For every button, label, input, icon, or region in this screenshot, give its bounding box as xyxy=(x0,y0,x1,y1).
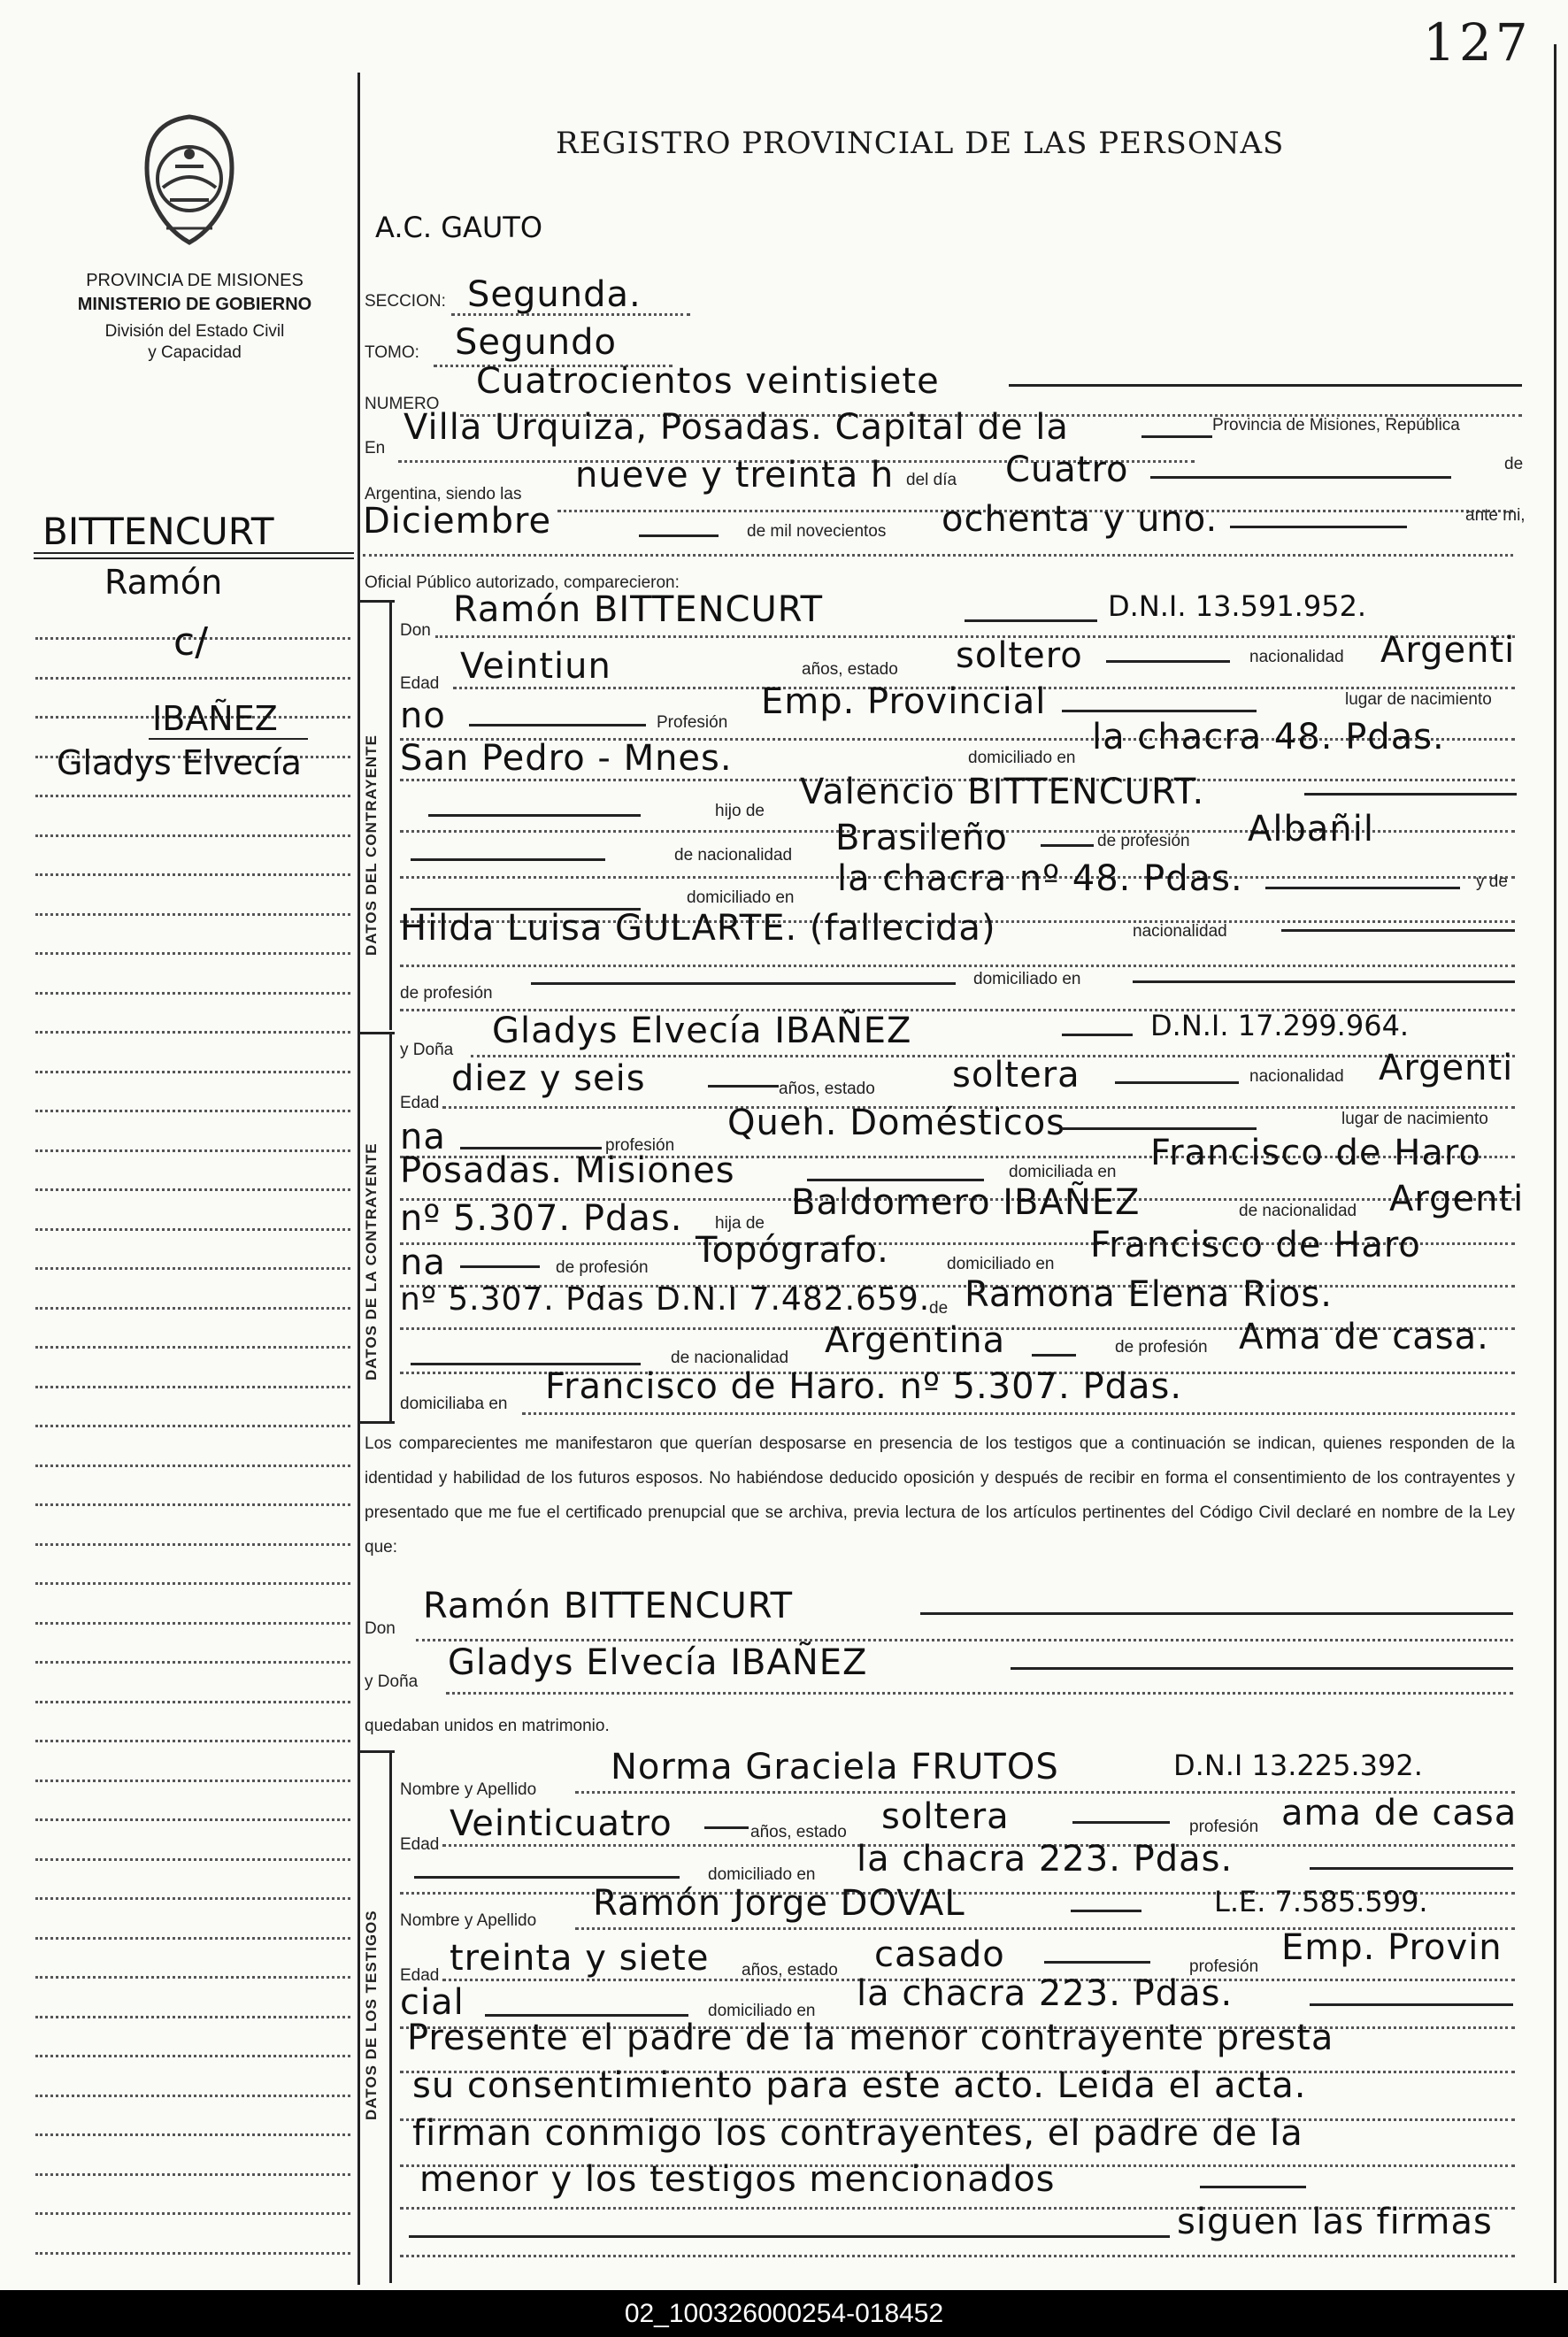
witness1-dni: D.N.I 13.225.392. xyxy=(1173,1749,1423,1782)
label-numero: NUMERO xyxy=(365,395,440,413)
section-rule-contrayente xyxy=(389,602,392,1030)
note-line-5: siguen las firmas xyxy=(1177,2202,1493,2242)
groom-lugar-nac: San Pedro - Mnes. xyxy=(400,738,733,779)
letterhead xyxy=(35,271,354,363)
fill-line xyxy=(639,534,719,537)
value-anio: ochenta y uno. xyxy=(942,499,1218,540)
page-title: REGISTRO PROVINCIAL DE LAS PERSONAS xyxy=(556,126,1285,161)
margin-given-bride: Gladys Elvecía xyxy=(57,743,302,782)
dotted-line xyxy=(522,1412,1515,1415)
margin-dotted-line xyxy=(35,992,350,995)
margin-surname-groom: BITTENCURT xyxy=(42,510,274,553)
margin-dotted-line xyxy=(35,1307,350,1310)
fill-line xyxy=(965,619,1097,622)
label-domiciliado-en-w2: domiciliado en xyxy=(708,2002,816,2020)
label-en: En xyxy=(365,439,386,457)
groom-padre-prof: Albañil xyxy=(1248,809,1374,849)
fill-line xyxy=(409,2235,1170,2238)
label-profesion-w2: profesión xyxy=(1189,1957,1259,1976)
label-nombre-apellido-1: Nombre y Apellido xyxy=(400,1780,537,1799)
margin-dotted-line xyxy=(35,1661,350,1664)
value-hora: nueve y treinta h xyxy=(575,455,895,496)
value-mes: Diciembre xyxy=(363,501,552,542)
witness1-estado: soltera xyxy=(881,1796,1010,1837)
footer-id: 02_100326000254-018452 xyxy=(624,2299,944,2328)
fill-line xyxy=(411,1363,641,1365)
groom-dni: D.N.I. 13.591.952. xyxy=(1108,589,1367,623)
bride-padre: Baldomero IBAÑEZ xyxy=(791,1182,1141,1223)
margin-dotted-line xyxy=(35,1149,350,1152)
fill-line xyxy=(428,814,641,817)
margin-dotted-line xyxy=(35,1622,350,1625)
margin-dotted-line xyxy=(35,1976,350,1979)
margin-dotted-line xyxy=(35,1346,350,1349)
label-y-dona-decl: y Doña xyxy=(365,1672,419,1691)
fill-line xyxy=(1071,1910,1141,1912)
label-seccion: SECCION: xyxy=(365,292,446,311)
groom-padre-nac: Brasileño xyxy=(835,818,1008,858)
declared-don: Ramón BITTENCURT xyxy=(423,1586,794,1626)
label-de-profesion-madre: de profesión xyxy=(400,984,493,1003)
letterhead-province: PROVINCIA DE MISIONES xyxy=(86,271,304,290)
side-label-contrayente: DATOS DEL CONTRAYENTE xyxy=(363,734,380,956)
groom-nacionalidad: Argenti xyxy=(1380,630,1516,671)
witness2-estado: casado xyxy=(874,1934,1005,1975)
label-lugar-nac: lugar de nacimiento xyxy=(1345,690,1492,709)
fill-line xyxy=(920,1612,1513,1615)
fill-line xyxy=(1062,710,1257,712)
dotted-line xyxy=(363,554,1513,557)
side-label-testigos: DATOS DE LOS TESTIGOS xyxy=(363,1910,380,2120)
fill-line xyxy=(1265,887,1460,889)
bride-madre: Ramona Elena Rios. xyxy=(965,1274,1333,1315)
bride-dni: D.N.I. 17.299.964. xyxy=(1150,1009,1410,1042)
margin-dotted-line xyxy=(35,2212,350,2215)
margin-dotted-line xyxy=(35,1464,350,1467)
fill-line xyxy=(1032,1354,1076,1357)
groom-edad: Veintiun xyxy=(460,646,611,687)
margin-dotted-line xyxy=(35,1228,350,1231)
label-de-madre: de xyxy=(929,1299,949,1318)
label-lugar-nac-bride: lugar de nacimiento xyxy=(1341,1110,1488,1128)
margin-connector: c/ xyxy=(173,619,209,665)
margin-dotted-line xyxy=(35,2055,350,2057)
main-vertical-rule xyxy=(357,73,360,2285)
witness2-profesion-cont: cial xyxy=(400,1982,465,2023)
fill-line xyxy=(1062,1034,1133,1036)
margin-dotted-line xyxy=(35,952,350,955)
letterhead-division: División del Estado Civil xyxy=(104,322,285,341)
groom-padre-dom: la chacra nº 48. Pdas. xyxy=(837,858,1243,899)
margin-dotted-line xyxy=(35,1110,350,1112)
margin-dotted-line xyxy=(35,1858,350,1861)
witness2-profesion: Emp. Provin xyxy=(1281,1927,1503,1968)
label-argentina-siendo: Argentina, siendo las xyxy=(365,485,522,504)
fill-line xyxy=(1106,660,1230,663)
bride-nacionalidad: Argenti xyxy=(1379,1048,1514,1088)
dotted-line xyxy=(451,313,690,316)
margin-dotted-line xyxy=(35,1897,350,1900)
label-edad-w2: Edad xyxy=(400,1966,440,1985)
fill-line xyxy=(1200,2186,1306,2188)
bride-name: Gladys Elvecía IBAÑEZ xyxy=(492,1011,912,1051)
margin-dotted-line xyxy=(35,1071,350,1073)
label-de-profesion-bride: de profesión xyxy=(556,1258,649,1277)
value-dia: Cuatro xyxy=(1005,450,1129,490)
margin-dotted-line xyxy=(35,1425,350,1427)
note-line-3: firman conmigo los contrayentes, el padre de la xyxy=(412,2113,1303,2154)
bride-estado: soltera xyxy=(952,1055,1080,1095)
fill-line xyxy=(1310,1867,1513,1870)
label-domiciliado-en-2: domiciliado en xyxy=(687,888,795,907)
label-profesion-bride: profesión xyxy=(605,1136,675,1155)
label-domiciliado-en: domiciliado en xyxy=(968,749,1076,767)
dotted-line xyxy=(400,2255,1515,2257)
witness1-edad: Veinticuatro xyxy=(450,1803,673,1844)
margin-dotted-line xyxy=(35,1740,350,1742)
fill-line xyxy=(708,1085,779,1088)
margin-dotted-line xyxy=(35,873,350,876)
witness2-name: Ramón Jorge DOVAL xyxy=(593,1883,965,1924)
label-provincia: Provincia de Misiones, República xyxy=(1212,416,1460,434)
fill-line xyxy=(1304,793,1517,796)
label-nombre-apellido-2: Nombre y Apellido xyxy=(400,1911,537,1930)
fill-line xyxy=(1115,1081,1239,1084)
margin-dotted-line xyxy=(35,2173,350,2176)
side-label-contrayenta: DATOS DE LA CONTRAYENTE xyxy=(363,1142,380,1380)
label-don-decl: Don xyxy=(365,1619,396,1638)
fill-line xyxy=(531,982,956,985)
bride-madre-prof: Ama de casa. xyxy=(1239,1317,1489,1357)
fill-line xyxy=(414,1876,680,1879)
label-y-de: y de xyxy=(1476,873,1508,891)
label-anos-estado-bride: años, estado xyxy=(779,1080,875,1098)
label-nacionalidad-bride: nacionalidad xyxy=(1249,1067,1344,1086)
witness2-domicilio: la chacra 223. Pdas. xyxy=(857,1973,1234,2014)
label-y-dona: y Doña xyxy=(400,1041,454,1059)
label-edad-w1: Edad xyxy=(400,1835,440,1854)
bride-padre-prof: Topógrafo. xyxy=(696,1230,889,1271)
bride-domicilio-cont: nº 5.307. Pdas. xyxy=(400,1198,683,1239)
label-hijo-de: hijo de xyxy=(715,802,765,820)
section-bracket xyxy=(359,1421,395,1424)
groom-profesion: Emp. Provincial xyxy=(761,681,1047,722)
label-anos-estado: años, estado xyxy=(802,660,898,679)
fill-line xyxy=(485,2014,688,2017)
label-domiciliado-en-w1: domiciliado en xyxy=(708,1865,816,1884)
label-domiciliaba-en: domiciliaba en xyxy=(400,1395,508,1413)
groom-padre: Valencio BITTENCURT. xyxy=(800,772,1205,812)
label-domiciliado-en-madre: domiciliado en xyxy=(973,970,1081,988)
footer-bar xyxy=(0,2290,1568,2337)
fill-line xyxy=(1310,2003,1513,2006)
section-rule-testigos xyxy=(389,1752,392,2283)
legal-paragraph: Los comparecientes me manifestaron que querían desposarse en presencia de los testigos que a continuación se indican, quienes responden de la identidad y habilidad de los futuros esposos. No habiéndose deducido oposición y después de recibir en forma el consentimiento de los contrayentes y presentado que me fue el certificado prenupcial que se archiva, previa lectura de los artículos pertinentes del Código Civil declaré en nombre de la Ley que: xyxy=(365,1434,1515,1557)
margin-dotted-line xyxy=(35,834,350,837)
witness1-profesion: ama de casa xyxy=(1281,1793,1518,1833)
section-rule-contrayenta xyxy=(389,1034,392,1423)
label-edad: Edad xyxy=(400,674,440,693)
fill-line xyxy=(1141,435,1212,438)
label-domiciliada-en: domiciliada en xyxy=(1009,1163,1117,1181)
note-line-2: su consentimiento para este acto. Leida el acta. xyxy=(412,2065,1307,2106)
margin-underline xyxy=(34,557,354,559)
label-domiciliado-en-bride: domiciliado en xyxy=(947,1255,1055,1273)
officer-initials: A.C. GAUTO xyxy=(375,211,543,244)
letterhead-capacity: y Capacidad xyxy=(148,343,242,362)
fill-line xyxy=(460,1265,540,1268)
declared-dona: Gladys Elvecía IBAÑEZ xyxy=(448,1642,868,1683)
groom-estado: soltero xyxy=(956,635,1083,676)
margin-dotted-line xyxy=(35,1701,350,1703)
label-de-nacionalidad: de nacionalidad xyxy=(674,846,793,865)
witness1-domicilio: la chacra 223. Pdas. xyxy=(857,1839,1234,1880)
label-quedaban: quedaban unidos en matrimonio. xyxy=(365,1717,610,1735)
fill-line xyxy=(1150,476,1451,479)
fill-line xyxy=(1133,980,1515,983)
label-de-nacionalidad-madre: de nacionalidad xyxy=(671,1349,789,1367)
bride-domicilio: Francisco de Haro xyxy=(1150,1133,1481,1173)
label-don: Don xyxy=(400,621,431,640)
margin-given-groom: Ramón xyxy=(104,563,223,602)
label-ante-mi: ante mi, xyxy=(1465,506,1526,525)
bride-lugar-nac: Posadas. Misiones xyxy=(400,1150,735,1191)
value-tomo: Segundo xyxy=(455,322,617,363)
misiones-seal xyxy=(135,113,244,250)
fill-line xyxy=(1281,929,1515,932)
dotted-line xyxy=(416,1639,1513,1641)
margin-dotted-line xyxy=(35,2016,350,2018)
bride-padre-dom: Francisco de Haro xyxy=(1090,1225,1421,1265)
dotted-line xyxy=(446,1692,1513,1695)
fill-line xyxy=(704,1826,749,1829)
letterhead-ministry: MINISTERIO DE GOBIERNO xyxy=(77,295,312,314)
bride-nacionalidad-cont: na xyxy=(400,1117,446,1157)
label-profesion: Profesión xyxy=(657,713,728,732)
margin-dotted-line xyxy=(35,1780,350,1782)
bride-madre-nac: Argentina xyxy=(825,1320,1006,1361)
witness1-name: Norma Graciela FRUTOS xyxy=(611,1747,1059,1787)
label-tomo: TOMO: xyxy=(365,343,419,362)
fill-line xyxy=(1041,844,1094,847)
groom-nacionalidad-cont: no xyxy=(400,696,446,736)
value-numero: Cuatrocientos veintisiete xyxy=(476,361,940,402)
fill-line xyxy=(807,1179,984,1181)
label-de-profesion-madre-bride: de profesión xyxy=(1115,1338,1208,1357)
fill-line xyxy=(1062,1127,1257,1130)
label-de-profesion: de profesión xyxy=(1097,832,1190,850)
bride-padre-nac: Argenti xyxy=(1389,1179,1525,1219)
margin-dotted-line xyxy=(35,2095,350,2097)
fill-line xyxy=(411,858,605,861)
label-hija-de: hija de xyxy=(715,1214,765,1233)
page-number: 127 xyxy=(1423,12,1532,73)
witness2-le: L.E. 7.585.599. xyxy=(1214,1885,1428,1918)
margin-underline xyxy=(149,738,308,740)
label-del-dia: del día xyxy=(906,471,957,489)
margin-underline xyxy=(34,552,354,554)
margin-dotted-line xyxy=(35,677,350,680)
groom-domicilio: la chacra 48. Pdas. xyxy=(1092,717,1445,757)
label-nacionalidad: nacionalidad xyxy=(1249,648,1344,666)
margin-dotted-line xyxy=(35,1188,350,1191)
margin-dotted-line xyxy=(35,1937,350,1940)
margin-surname-bride: IBAÑEZ xyxy=(152,699,278,738)
right-edge-rule xyxy=(1554,44,1556,2283)
margin-dotted-line xyxy=(35,2252,350,2255)
witness2-edad: treinta y siete xyxy=(450,1938,710,1979)
fill-line xyxy=(460,1147,602,1149)
label-anos-estado-w1: años, estado xyxy=(750,1823,847,1841)
groom-name: Ramón BITTENCURT xyxy=(453,589,824,630)
value-seccion: Segunda. xyxy=(467,274,642,315)
margin-dotted-line xyxy=(35,1818,350,1821)
bride-edad: diez y seis xyxy=(451,1058,646,1099)
label-de-nacionalidad-bride: de nacionalidad xyxy=(1239,1202,1357,1220)
margin-dotted-line xyxy=(35,1543,350,1546)
note-line-1: Presente el padre de la menor contrayente presta xyxy=(407,2018,1334,2058)
label-oficial: Oficial Público autorizado, comparecieron: xyxy=(365,573,680,592)
label-nacionalidad-madre: nacionalidad xyxy=(1133,922,1227,941)
fill-line xyxy=(1009,384,1522,387)
bride-padre-dom-cont: nº 5.307. Pdas D.N.I 7.482.659. xyxy=(400,1281,931,1318)
groom-madre: Hilda Luisa GULARTE. (fallecida) xyxy=(400,908,996,949)
margin-dotted-line xyxy=(35,2133,350,2136)
fill-line xyxy=(1044,1961,1150,1964)
label-profesion-w1: profesión xyxy=(1189,1818,1259,1836)
label-de: de xyxy=(1504,455,1524,473)
dotted-line xyxy=(400,965,1515,967)
margin-dotted-line xyxy=(35,1031,350,1034)
bride-padre-nac-cont: na xyxy=(400,1242,446,1283)
label-de-mil: de mil novecientos xyxy=(747,522,887,541)
bride-madre-dom: Francisco de Haro. nº 5.307. Pdas. xyxy=(545,1366,1183,1407)
fill-line xyxy=(469,724,646,726)
note-line-4: menor y los testigos mencionados xyxy=(419,2159,1056,2200)
value-lugar: Villa Urquiza, Posadas. Capital de la xyxy=(404,407,1069,448)
margin-dotted-line xyxy=(35,1386,350,1388)
margin-dotted-line xyxy=(35,1267,350,1270)
label-edad-bride: Edad xyxy=(400,1094,440,1112)
label-anos-estado-w2: años, estado xyxy=(742,1961,838,1980)
fill-line xyxy=(1230,526,1407,528)
fill-line xyxy=(1072,1821,1170,1824)
margin-dotted-line xyxy=(35,795,350,797)
margin-dotted-line xyxy=(35,1582,350,1585)
margin-dotted-line xyxy=(35,913,350,916)
fill-line xyxy=(1011,1667,1513,1670)
margin-dotted-line xyxy=(35,1503,350,1506)
bride-profesion: Queh. Domésticos xyxy=(727,1103,1066,1143)
